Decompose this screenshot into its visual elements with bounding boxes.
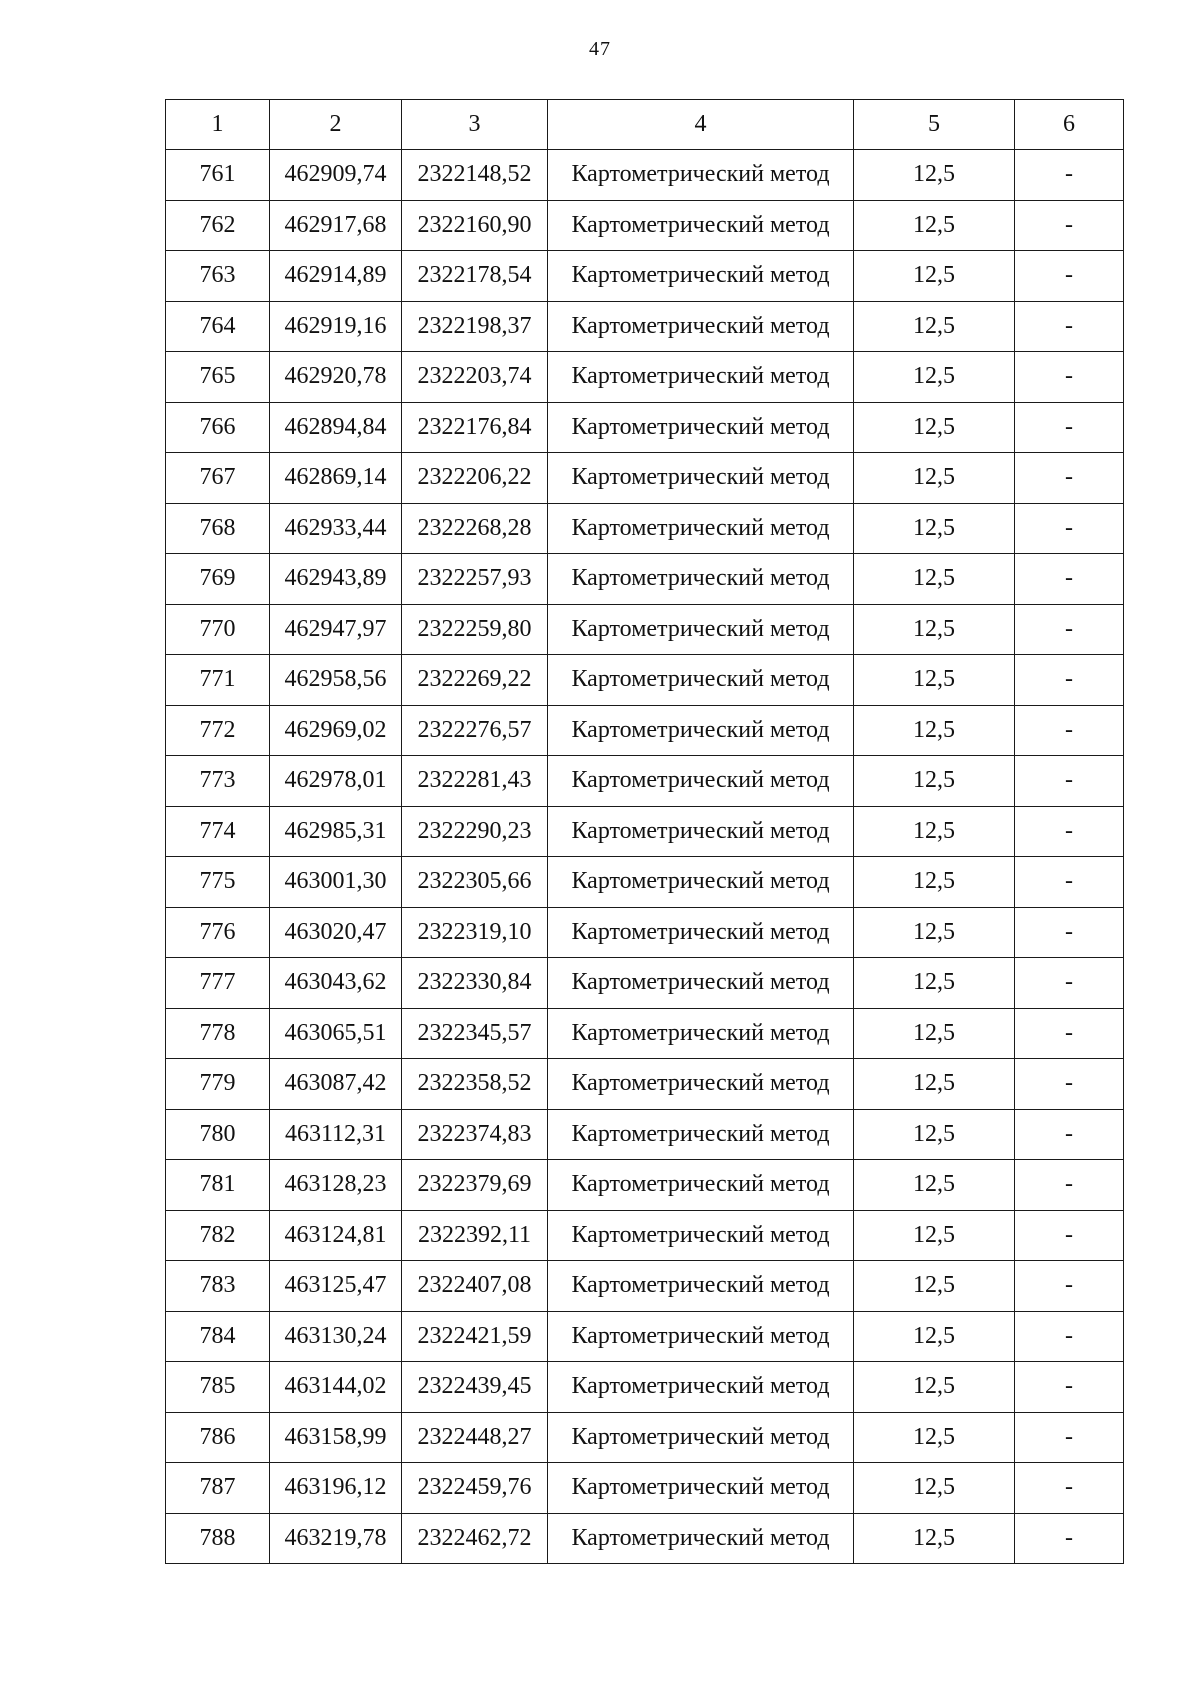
method-cell: Картометрический метод: [548, 1109, 854, 1160]
page-number: 47: [589, 38, 611, 60]
header-cell: 3: [402, 100, 548, 150]
description-cell: -: [1015, 1412, 1124, 1463]
method-cell: Картометрический метод: [548, 503, 854, 554]
method-cell: Картометрический метод: [548, 1463, 854, 1514]
description-cell: -: [1015, 402, 1124, 453]
table-body: [166, 150, 1124, 1564]
y-coordinate-cell: 2322374,83: [402, 1109, 548, 1160]
y-coordinate-cell: 2322439,45: [402, 1362, 548, 1413]
table-row: [166, 1261, 1124, 1312]
accuracy-cell: 12,5: [854, 1160, 1015, 1211]
point-number-cell: 776: [166, 907, 270, 958]
table-row: [166, 1008, 1124, 1059]
x-coordinate-cell: 463001,30: [270, 857, 402, 908]
point-number-cell: 766: [166, 402, 270, 453]
method-cell: Картометрический метод: [548, 150, 854, 201]
accuracy-cell: 12,5: [854, 200, 1015, 251]
y-coordinate-cell: 2322330,84: [402, 958, 548, 1009]
accuracy-cell: 12,5: [854, 150, 1015, 201]
method-cell: Картометрический метод: [548, 806, 854, 857]
table-row: [166, 1059, 1124, 1110]
x-coordinate-cell: 463219,78: [270, 1513, 402, 1564]
x-coordinate-cell: 463158,99: [270, 1412, 402, 1463]
table-row: [166, 150, 1124, 201]
accuracy-cell: 12,5: [854, 554, 1015, 605]
x-coordinate-cell: 463128,23: [270, 1160, 402, 1211]
method-cell: Картометрический метод: [548, 301, 854, 352]
accuracy-cell: 12,5: [854, 958, 1015, 1009]
x-coordinate-cell: 462958,56: [270, 655, 402, 706]
y-coordinate-cell: 2322206,22: [402, 453, 548, 504]
point-number-cell: 771: [166, 655, 270, 706]
description-cell: -: [1015, 1008, 1124, 1059]
y-coordinate-cell: 2322345,57: [402, 1008, 548, 1059]
method-cell: Картометрический метод: [548, 554, 854, 605]
table-row: [166, 503, 1124, 554]
accuracy-cell: 12,5: [854, 1261, 1015, 1312]
point-number-cell: 769: [166, 554, 270, 605]
table-row: [166, 806, 1124, 857]
accuracy-cell: 12,5: [854, 1210, 1015, 1261]
x-coordinate-cell: 462933,44: [270, 503, 402, 554]
accuracy-cell: 12,5: [854, 907, 1015, 958]
y-coordinate-cell: 2322448,27: [402, 1412, 548, 1463]
x-coordinate-cell: 463087,42: [270, 1059, 402, 1110]
table-row: [166, 554, 1124, 605]
table-header-row: [166, 100, 1124, 150]
accuracy-cell: 12,5: [854, 1059, 1015, 1110]
x-coordinate-cell: 462869,14: [270, 453, 402, 504]
x-coordinate-cell: 463043,62: [270, 958, 402, 1009]
x-coordinate-cell: 462920,78: [270, 352, 402, 403]
point-number-cell: 762: [166, 200, 270, 251]
accuracy-cell: 12,5: [854, 756, 1015, 807]
y-coordinate-cell: 2322281,43: [402, 756, 548, 807]
y-coordinate-cell: 2322178,54: [402, 251, 548, 302]
method-cell: Картометрический метод: [548, 655, 854, 706]
x-coordinate-cell: 462978,01: [270, 756, 402, 807]
point-number-cell: 763: [166, 251, 270, 302]
header-cell: 1: [166, 100, 270, 150]
x-coordinate-cell: 462919,16: [270, 301, 402, 352]
description-cell: -: [1015, 806, 1124, 857]
y-coordinate-cell: 2322269,22: [402, 655, 548, 706]
method-cell: Картометрический метод: [548, 705, 854, 756]
x-coordinate-cell: 462985,31: [270, 806, 402, 857]
description-cell: -: [1015, 655, 1124, 706]
accuracy-cell: 12,5: [854, 1008, 1015, 1059]
description-cell: -: [1015, 756, 1124, 807]
header-cell: 4: [548, 100, 854, 150]
description-cell: -: [1015, 1463, 1124, 1514]
description-cell: -: [1015, 1362, 1124, 1413]
point-number-cell: 787: [166, 1463, 270, 1514]
x-coordinate-cell: 463112,31: [270, 1109, 402, 1160]
method-cell: Картометрический метод: [548, 1412, 854, 1463]
description-cell: -: [1015, 958, 1124, 1009]
x-coordinate-cell: 462943,89: [270, 554, 402, 605]
accuracy-cell: 12,5: [854, 352, 1015, 403]
accuracy-cell: 12,5: [854, 503, 1015, 554]
accuracy-cell: 12,5: [854, 1513, 1015, 1564]
x-coordinate-cell: 463124,81: [270, 1210, 402, 1261]
x-coordinate-cell: 462914,89: [270, 251, 402, 302]
method-cell: Картометрический метод: [548, 958, 854, 1009]
method-cell: Картометрический метод: [548, 1210, 854, 1261]
point-number-cell: 772: [166, 705, 270, 756]
table-row: [166, 1311, 1124, 1362]
point-number-cell: 786: [166, 1412, 270, 1463]
y-coordinate-cell: 2322358,52: [402, 1059, 548, 1110]
x-coordinate-cell: 462969,02: [270, 705, 402, 756]
point-number-cell: 770: [166, 604, 270, 655]
method-cell: Картометрический метод: [548, 1513, 854, 1564]
accuracy-cell: 12,5: [854, 1412, 1015, 1463]
method-cell: Картометрический метод: [548, 402, 854, 453]
y-coordinate-cell: 2322203,74: [402, 352, 548, 403]
y-coordinate-cell: 2322462,72: [402, 1513, 548, 1564]
method-cell: Картометрический метод: [548, 1261, 854, 1312]
description-cell: -: [1015, 1210, 1124, 1261]
point-number-cell: 777: [166, 958, 270, 1009]
accuracy-cell: 12,5: [854, 705, 1015, 756]
x-coordinate-cell: 462894,84: [270, 402, 402, 453]
y-coordinate-cell: 2322392,11: [402, 1210, 548, 1261]
description-cell: -: [1015, 604, 1124, 655]
x-coordinate-cell: 463065,51: [270, 1008, 402, 1059]
x-coordinate-cell: 463125,47: [270, 1261, 402, 1312]
table-row: [166, 1412, 1124, 1463]
accuracy-cell: 12,5: [854, 604, 1015, 655]
coordinates-table: [165, 99, 1124, 1564]
table-row: [166, 402, 1124, 453]
table-row: [166, 200, 1124, 251]
method-cell: Картометрический метод: [548, 604, 854, 655]
y-coordinate-cell: 2322276,57: [402, 705, 548, 756]
accuracy-cell: 12,5: [854, 453, 1015, 504]
method-cell: Картометрический метод: [548, 1311, 854, 1362]
method-cell: Картометрический метод: [548, 1008, 854, 1059]
y-coordinate-cell: 2322421,59: [402, 1311, 548, 1362]
table-row: [166, 1362, 1124, 1413]
point-number-cell: 773: [166, 756, 270, 807]
table-row: [166, 604, 1124, 655]
table-row: [166, 705, 1124, 756]
point-number-cell: 782: [166, 1210, 270, 1261]
method-cell: Картометрический метод: [548, 1059, 854, 1110]
point-number-cell: 778: [166, 1008, 270, 1059]
description-cell: -: [1015, 1059, 1124, 1110]
table-row: [166, 655, 1124, 706]
x-coordinate-cell: 463130,24: [270, 1311, 402, 1362]
method-cell: Картометрический метод: [548, 453, 854, 504]
accuracy-cell: 12,5: [854, 1311, 1015, 1362]
table-row: [166, 907, 1124, 958]
y-coordinate-cell: 2322407,08: [402, 1261, 548, 1312]
description-cell: -: [1015, 1311, 1124, 1362]
table-row: [166, 301, 1124, 352]
point-number-cell: 781: [166, 1160, 270, 1211]
description-cell: -: [1015, 1513, 1124, 1564]
point-number-cell: 788: [166, 1513, 270, 1564]
table-row: [166, 1513, 1124, 1564]
method-cell: Картометрический метод: [548, 1160, 854, 1211]
table-row: [166, 1160, 1124, 1211]
y-coordinate-cell: 2322160,90: [402, 200, 548, 251]
method-cell: Картометрический метод: [548, 352, 854, 403]
y-coordinate-cell: 2322259,80: [402, 604, 548, 655]
method-cell: Картометрический метод: [548, 756, 854, 807]
table-row: [166, 1210, 1124, 1261]
x-coordinate-cell: 462909,74: [270, 150, 402, 201]
point-number-cell: 761: [166, 150, 270, 201]
point-number-cell: 765: [166, 352, 270, 403]
description-cell: -: [1015, 1160, 1124, 1211]
y-coordinate-cell: 2322379,69: [402, 1160, 548, 1211]
table-row: [166, 1463, 1124, 1514]
y-coordinate-cell: 2322268,28: [402, 503, 548, 554]
x-coordinate-cell: 463144,02: [270, 1362, 402, 1413]
y-coordinate-cell: 2322148,52: [402, 150, 548, 201]
table-row: [166, 251, 1124, 302]
header-cell: 5: [854, 100, 1015, 150]
accuracy-cell: 12,5: [854, 806, 1015, 857]
point-number-cell: 768: [166, 503, 270, 554]
description-cell: -: [1015, 453, 1124, 504]
description-cell: -: [1015, 554, 1124, 605]
y-coordinate-cell: 2322305,66: [402, 857, 548, 908]
description-cell: -: [1015, 907, 1124, 958]
method-cell: Картометрический метод: [548, 1362, 854, 1413]
y-coordinate-cell: 2322198,37: [402, 301, 548, 352]
description-cell: -: [1015, 150, 1124, 201]
table-row: [166, 857, 1124, 908]
description-cell: -: [1015, 705, 1124, 756]
y-coordinate-cell: 2322176,84: [402, 402, 548, 453]
point-number-cell: 779: [166, 1059, 270, 1110]
header-cell: 2: [270, 100, 402, 150]
x-coordinate-cell: 462917,68: [270, 200, 402, 251]
x-coordinate-cell: 463020,47: [270, 907, 402, 958]
method-cell: Картометрический метод: [548, 857, 854, 908]
table-row: [166, 958, 1124, 1009]
method-cell: Картометрический метод: [548, 251, 854, 302]
x-coordinate-cell: 463196,12: [270, 1463, 402, 1514]
description-cell: -: [1015, 301, 1124, 352]
y-coordinate-cell: 2322257,93: [402, 554, 548, 605]
accuracy-cell: 12,5: [854, 1109, 1015, 1160]
accuracy-cell: 12,5: [854, 301, 1015, 352]
x-coordinate-cell: 462947,97: [270, 604, 402, 655]
point-number-cell: 780: [166, 1109, 270, 1160]
point-number-cell: 764: [166, 301, 270, 352]
table-row: [166, 453, 1124, 504]
point-number-cell: 774: [166, 806, 270, 857]
table-row: [166, 352, 1124, 403]
table-row: [166, 756, 1124, 807]
point-number-cell: 767: [166, 453, 270, 504]
point-number-cell: 785: [166, 1362, 270, 1413]
description-cell: -: [1015, 857, 1124, 908]
method-cell: Картометрический метод: [548, 907, 854, 958]
accuracy-cell: 12,5: [854, 857, 1015, 908]
table-row: [166, 1109, 1124, 1160]
point-number-cell: 784: [166, 1311, 270, 1362]
accuracy-cell: 12,5: [854, 1362, 1015, 1413]
header-cell: 6: [1015, 100, 1124, 150]
y-coordinate-cell: 2322319,10: [402, 907, 548, 958]
y-coordinate-cell: 2322290,23: [402, 806, 548, 857]
description-cell: -: [1015, 503, 1124, 554]
accuracy-cell: 12,5: [854, 655, 1015, 706]
description-cell: -: [1015, 1109, 1124, 1160]
accuracy-cell: 12,5: [854, 251, 1015, 302]
accuracy-cell: 12,5: [854, 402, 1015, 453]
description-cell: -: [1015, 200, 1124, 251]
description-cell: -: [1015, 352, 1124, 403]
point-number-cell: 775: [166, 857, 270, 908]
y-coordinate-cell: 2322459,76: [402, 1463, 548, 1514]
method-cell: Картометрический метод: [548, 200, 854, 251]
accuracy-cell: 12,5: [854, 1463, 1015, 1514]
description-cell: -: [1015, 251, 1124, 302]
point-number-cell: 783: [166, 1261, 270, 1312]
description-cell: -: [1015, 1261, 1124, 1312]
